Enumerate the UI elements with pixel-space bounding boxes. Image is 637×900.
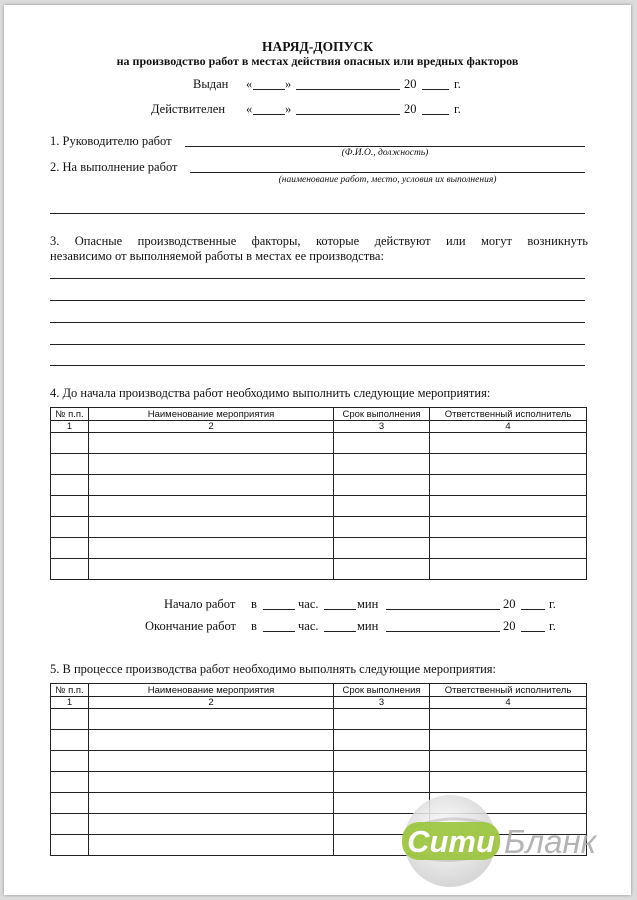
section3-text: 3. Опасные производственные факторы, которые действуют или могут возникнуть: [50, 234, 588, 248]
col-index: 4: [430, 421, 587, 433]
col-measure-header: Наименование мероприятия: [89, 408, 334, 421]
end-minutes-label: мин: [357, 619, 379, 633]
valid-day-line[interactable]: [253, 114, 285, 115]
table-header-row: [51, 684, 587, 697]
start-hours-label: час.: [298, 597, 319, 611]
start-year-suffix: г.: [549, 597, 556, 611]
col-number-header: № п.п.: [51, 684, 89, 697]
col-index: 1: [51, 697, 89, 709]
end-year-prefix: 20: [503, 619, 516, 633]
section2-label: 2. На выполнение работ: [50, 160, 178, 174]
section5-text: 5. В процессе производства работ необходимо выполнять следующие мероприятия:: [50, 662, 496, 676]
end-in: в: [251, 619, 257, 633]
valid-year-prefix: 20: [404, 102, 417, 116]
col-index: 3: [334, 697, 430, 709]
form-subtitle: на производство работ в местах действия опасных или вредных факторов: [116, 54, 519, 68]
section4-text: 4. До начала производства работ необходимо выполнить следующие мероприятия:: [50, 386, 491, 400]
sitiblank-logo-watermark: [400, 791, 630, 891]
logo-text-part1: Сити: [407, 824, 495, 859]
table-number-row: [51, 421, 587, 433]
table-number-row: [51, 697, 587, 709]
issued-day-line[interactable]: [253, 89, 285, 90]
manager-line[interactable]: [185, 146, 585, 147]
table-row[interactable]: [51, 709, 587, 730]
col-index: 2: [89, 421, 334, 433]
hazard-line-1[interactable]: [50, 278, 585, 279]
col-responsible-header: Ответственный исполнитель: [430, 408, 587, 421]
start-in: в: [251, 597, 257, 611]
measures-table-before: [50, 407, 587, 580]
table-row[interactable]: [51, 517, 587, 538]
col-index: 3: [334, 421, 430, 433]
section3-text-2: независимо от выполняемой работы в местах ее производства:: [50, 249, 384, 263]
start-year-prefix: 20: [503, 597, 516, 611]
hazard-line-2[interactable]: [50, 300, 585, 301]
col-index: 2: [89, 697, 334, 709]
col-measure-header: Наименование мероприятия: [89, 684, 334, 697]
end-label: Окончание работ: [145, 619, 236, 633]
col-deadline-header: Срок выполнения: [334, 684, 430, 697]
table-row[interactable]: [51, 538, 587, 559]
table-header-row: [51, 408, 587, 421]
form-title: НАРЯД-ДОПУСК: [261, 39, 374, 54]
start-year-line[interactable]: [521, 609, 545, 610]
valid-open-quote: «: [246, 102, 253, 116]
issued-open-quote: «: [246, 77, 253, 91]
form-sheet: [4, 5, 631, 895]
col-index: 1: [51, 421, 89, 433]
hazard-line-5[interactable]: [50, 365, 585, 366]
end-minutes-line[interactable]: [324, 631, 356, 632]
end-year-line[interactable]: [521, 631, 545, 632]
work-line-2[interactable]: [50, 213, 585, 214]
start-minutes-label: мин: [357, 597, 379, 611]
issued-year-suffix: г.: [454, 77, 461, 91]
table-row[interactable]: [51, 433, 587, 454]
col-index: 4: [430, 697, 587, 709]
issued-year-prefix: 20: [404, 77, 417, 91]
valid-year-suffix: г.: [454, 102, 461, 116]
start-minutes-line[interactable]: [324, 609, 356, 610]
start-date-line[interactable]: [386, 609, 500, 610]
hazard-line-4[interactable]: [50, 344, 585, 345]
start-label: Начало работ: [164, 597, 236, 611]
work-line[interactable]: [190, 172, 585, 173]
end-hours-label: час.: [298, 619, 319, 633]
col-deadline-header: Срок выполнения: [334, 408, 430, 421]
table-row[interactable]: [51, 772, 587, 793]
valid-month-line[interactable]: [296, 114, 400, 115]
start-hours-line[interactable]: [263, 609, 295, 610]
table-row[interactable]: [51, 559, 587, 580]
manager-hint: (Ф.И.О., должность): [341, 148, 429, 158]
table-row[interactable]: [51, 751, 587, 772]
issued-year-line[interactable]: [422, 89, 449, 90]
issued-month-line[interactable]: [296, 89, 400, 90]
table-row[interactable]: [51, 475, 587, 496]
logo-text-part2: Бланк: [504, 823, 597, 860]
issued-close-quote: »: [285, 77, 292, 91]
col-responsible-header: Ответственный исполнитель: [430, 684, 587, 697]
col-number-header: № п.п.: [51, 408, 89, 421]
issued-label: Выдан: [193, 77, 229, 91]
section1-label: 1. Руководителю работ: [50, 134, 172, 148]
table-row[interactable]: [51, 496, 587, 517]
hazard-line-3[interactable]: [50, 322, 585, 323]
work-hint: (наименование работ, место, условия их выполнения): [278, 175, 497, 185]
table-row[interactable]: [51, 730, 587, 751]
valid-year-line[interactable]: [422, 114, 449, 115]
end-year-suffix: г.: [549, 619, 556, 633]
end-hours-line[interactable]: [263, 631, 295, 632]
end-date-line[interactable]: [386, 631, 500, 632]
valid-label: Действителен: [151, 102, 226, 116]
table-row[interactable]: [51, 454, 587, 475]
valid-close-quote: »: [285, 102, 292, 116]
